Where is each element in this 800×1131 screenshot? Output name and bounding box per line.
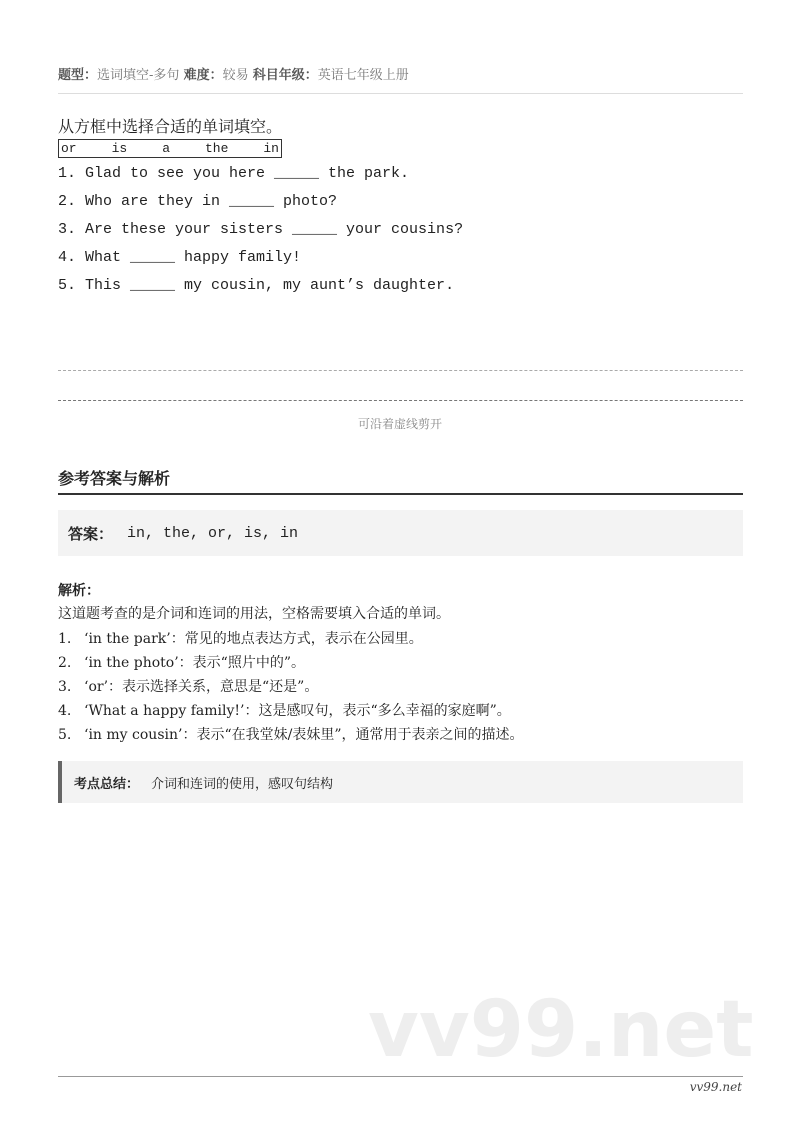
footer-site: vv99.net — [689, 1080, 742, 1094]
summary-box: 考点总结： 介词和连词的使用，感叹句结构 — [58, 761, 743, 803]
explanation-item: 5. ‘in my cousin’：表示“在我堂妹/表妹里”，通常用于表亲之间的描述。 — [58, 727, 524, 743]
word-box — [58, 139, 282, 158]
cut-line — [58, 400, 743, 401]
question: 4. What _____ happy family! — [58, 249, 302, 266]
instruction: 从方框中选择合适的单词填空。 — [58, 117, 283, 136]
word: is — [111, 141, 128, 156]
divider — [58, 493, 743, 495]
watermark: vv99.net — [368, 985, 754, 1075]
explanation-intro: 这道题考查的是介词和连词的用法，空格需要填入合适的单词。 — [58, 606, 450, 622]
explanation-label: 解析： — [58, 583, 100, 599]
divider — [58, 1076, 743, 1077]
question: 2. Who are they in _____ photo? — [58, 193, 338, 210]
cut-line — [58, 370, 743, 371]
explanation-item: 3. ‘or’：表示选择关系，意思是“还是”。 — [58, 679, 319, 695]
question: 5. This _____ my cousin, my aunt’s daughter. — [58, 277, 455, 294]
word: the — [204, 141, 229, 156]
question: 1. Glad to see you here _____ the park. — [58, 165, 410, 182]
explanation-item: 1. ‘in the park’：常见的地点表达方式，表示在公园里。 — [58, 631, 423, 647]
divider — [58, 93, 743, 94]
cut-note: 可沿着虚线剪开 — [357, 417, 442, 431]
explanation-item: 4. ‘What a happy family!’：这是感叹句，表示“多么幸福的家庭啊”。 — [58, 703, 511, 719]
explanation-item: 2. ‘in the photo’：表示“照片中的”。 — [58, 655, 305, 671]
question: 3. Are these your sisters _____ your cousins? — [58, 221, 464, 238]
question-meta: 题型：选词填空-多句 难度：较易 科目年级：英语七年级上册 — [58, 68, 409, 83]
word: in — [263, 141, 279, 156]
word: a — [162, 141, 170, 156]
answer-box: 答案： in, the, or, is, in — [58, 510, 743, 556]
word: or — [61, 141, 77, 156]
section-title: 参考答案与解析 — [58, 469, 171, 488]
